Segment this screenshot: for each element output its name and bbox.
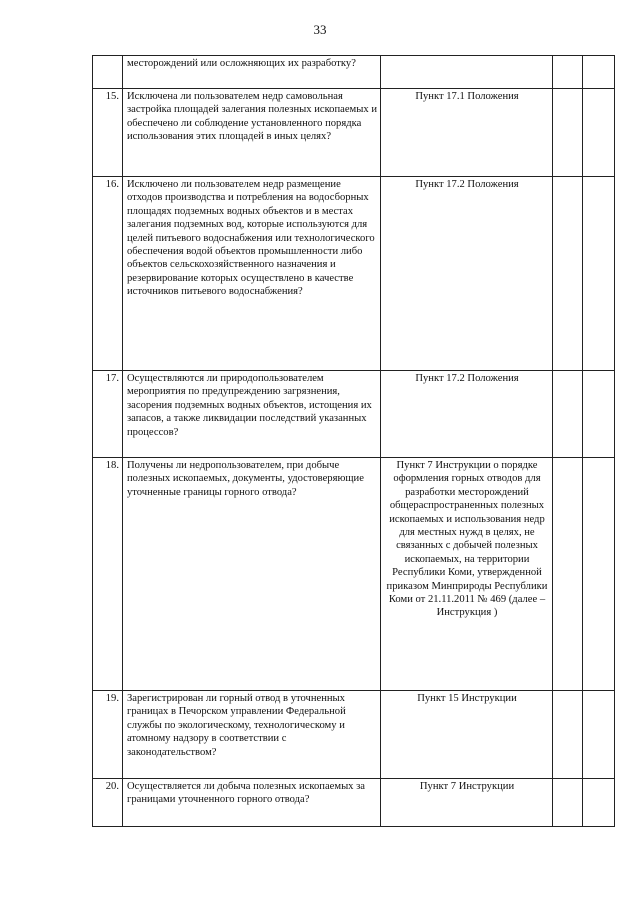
table-row xyxy=(93,779,615,827)
empty-cell xyxy=(583,177,615,371)
empty-cell xyxy=(553,371,583,458)
empty-cell xyxy=(583,779,615,827)
checklist-table xyxy=(92,55,615,827)
empty-cell xyxy=(553,779,583,827)
question-cell: Получены ли недропользователем, при добыче полезных ископаемых, документы, удостоверяющие уточненные границы горного отвода? xyxy=(123,458,381,691)
empty-cell xyxy=(583,56,615,89)
table-row xyxy=(93,89,615,177)
reference-cell: Пункт 17.2 Положения xyxy=(381,371,553,458)
question-cell: месторождений или осложняющих их разработку? xyxy=(123,56,381,89)
page-number: 33 xyxy=(313,22,327,37)
empty-cell xyxy=(583,691,615,779)
table-row xyxy=(93,177,615,371)
empty-cell xyxy=(583,89,615,177)
question-cell: Осуществляются ли природопользователем мероприятия по предупреждению загрязнения, засорения подземных водных объектов, истощения их запасов, а также ликвидации последствий указанных процессов? xyxy=(123,371,381,458)
table-row xyxy=(93,56,615,89)
question-cell: Осуществляется ли добыча полезных ископаемых за границами уточненного горного отвода? xyxy=(123,779,381,827)
row-number: 20. xyxy=(93,779,123,827)
reference-cell: Пункт 15 Инструкции xyxy=(381,691,553,779)
question-cell: Исключена ли пользователем недр самовольная застройка площадей залегания полезных ископаемых и обеспечено ли соблюдение установленного порядка использования этих площадей в иных целях? xyxy=(123,89,381,177)
empty-cell xyxy=(553,89,583,177)
reference-cell: Пункт 7 Инструкции о порядке оформления горных отводов для разработки месторождений общераспространенных полезных ископаемых и использования недр для местных нужд в целях, не связанных с добычей полезных ископаемых, на территории Республики Коми, утвержденной приказом Минприроды Республики Коми от 21.11.2011 № 469 (далее – Инструкция ) xyxy=(381,458,553,691)
question-cell: Исключено ли пользователем недр размещение отходов производства и потребления на водосборных площадях подземных водных объектов и в местах залегания подземных вод, которые используются для целей питьевого водоснабжения или технологического обеспечения водой объектов промышленности либо объектов сельскохозяйственного назначения и резервирование которых осуществлено в качестве источников питьевого водоснабжения? xyxy=(123,177,381,371)
empty-cell xyxy=(553,691,583,779)
table-row xyxy=(93,458,615,691)
row-number: 15. xyxy=(93,89,123,177)
reference-cell xyxy=(381,56,553,89)
table-row xyxy=(93,691,615,779)
empty-cell xyxy=(553,177,583,371)
empty-cell xyxy=(583,371,615,458)
row-number: 18. xyxy=(93,458,123,691)
reference-cell: Пункт 17.2 Положения xyxy=(381,177,553,371)
row-number: 16. xyxy=(93,177,123,371)
reference-cell: Пункт 17.1 Положения xyxy=(381,89,553,177)
row-number xyxy=(93,56,123,89)
empty-cell xyxy=(553,56,583,89)
row-number: 17. xyxy=(93,371,123,458)
table-row xyxy=(93,371,615,458)
row-number: 19. xyxy=(93,691,123,779)
empty-cell xyxy=(583,458,615,691)
question-cell: Зарегистрирован ли горный отвод в уточненных границах в Печорском управлении Федеральной службы по экологическому, технологическому и атомному надзору в соответствии с законодательством? xyxy=(123,691,381,779)
reference-cell: Пункт 7 Инструкции xyxy=(381,779,553,827)
empty-cell xyxy=(553,458,583,691)
